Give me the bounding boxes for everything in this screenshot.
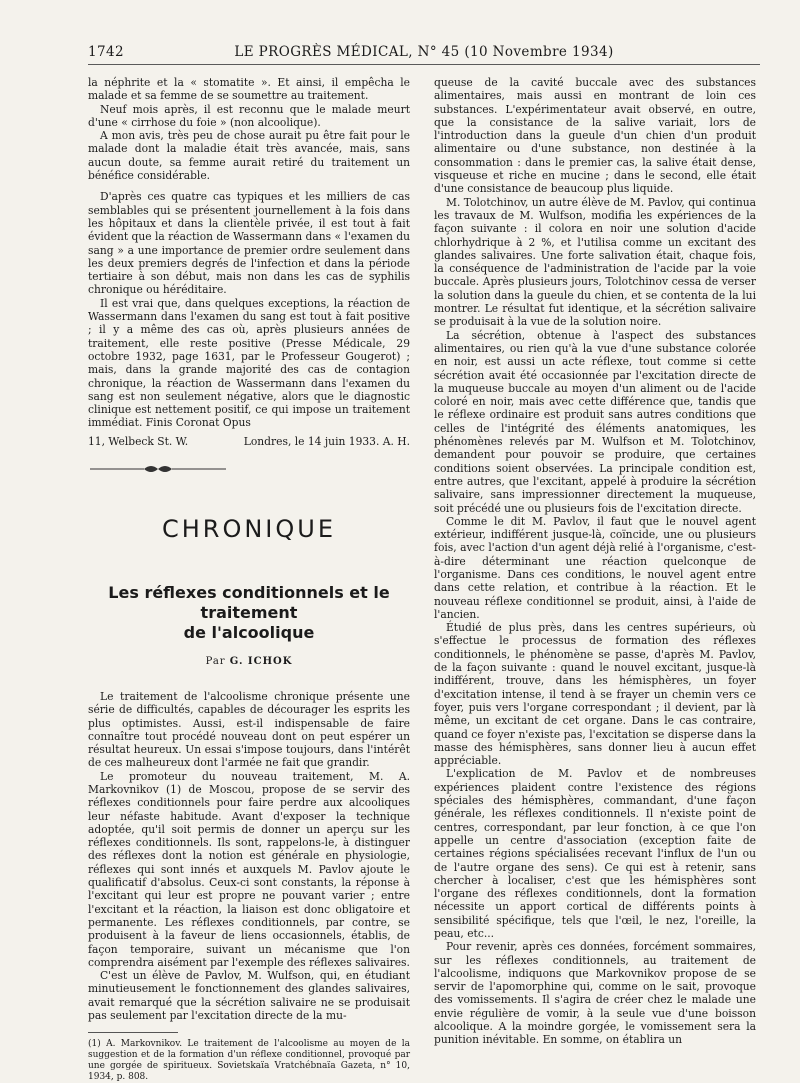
signature-address: 11, Welbeck St. W. [88, 434, 189, 448]
paragraph: queuse de la cavité buccale avec des substances alimentaires, mais aussi en montrant de loin ces substances. L'expérimentateur avait observé, en outre, que la consistance de la salive variait, lors de l'introduction dans la gueule d'un chien d'un produit alimentaire ou d'une substance, non destinée à la consommation : dans le premier cas, la salive était dense, visqueuse et riche en mucine ; dans le second, elle était d'une consistance de beaucoup plus liquide. [434, 76, 756, 196]
section-heading: CHRONIQUE [161, 515, 337, 544]
footnote-rule [88, 1032, 178, 1033]
article-title-line: Les réflexes conditionnels et le traitement [108, 582, 390, 622]
ornament-divider [88, 462, 228, 476]
signature-line [88, 435, 410, 448]
paragraph: C'est un élève de Pavlov, M. Wulfson, qui, en étudiant minutieusement le fonctionnement des glandes salivaires, avait remarqué que la sécrétion salivaire ne se produisait pas seulement par l'excitation directe de la mu- [88, 969, 410, 1023]
paragraph: Neuf mois après, il est reconnu que le malade meurt d'une « cirrhose du foie » (non alcoolique). [88, 102, 410, 129]
author-name: G. ICHOK [229, 655, 293, 667]
paragraph: Le promoteur du nouveau traitement, M. A. Markovnikov (1) de Moscou, propose de se servir des réflexes conditionnels pour faire perdre aux alcooliques leur néfaste habitude. Avant d'exposer la technique adoptée, qu'il soit permis de donner un aperçu sur les réflexes conditionnels. Ils sont, rappelons-le, à distinguer des réflexes dont la notion est générale en physiologie, réflexes qui sont innés et auxquels M. Pavlov ajoute le qualificatif d'absolus. Ceux-ci sont constants, la réponse à l'excitant qui leur est propre ne pouvant varier ; entre l'excitant et la réaction, la liaison est donc obligatoire et permanente. Les réflexes conditionnels, par contre, se produisent à la faveur de liens occasionnels, établis, de façon temporaire, suivant un mécanisme que l'on comprendra aisément par l'exemple des réflexes salivaires. [88, 769, 410, 969]
page-number: 1742 [88, 44, 124, 60]
article-title [88, 583, 410, 643]
header-rule [88, 64, 760, 65]
running-header [88, 44, 760, 64]
running-title: LE PROGRÈS MÉDICAL, N° 45 (10 Novembre 1934) [234, 44, 614, 60]
paragraph: Étudié de plus près, dans les centres supérieurs, où s'effectue le processus de formation des réflexes conditionnels, le phénomène se passe, d'après M. Pavlov, de la façon suivante : quand le nouvel excitant, jusque-là indifférent, trouve, dans les hémisphères, un foyer d'excitation intense, il tend à se frayer un chemin vers ce foyer, puis vers l'organe correspondant ; il devient, par là même, un excitant de cet organe. Dans le cas contraire, quand ce foyer n'existe pas, l'excitation se disperse dans la masse des hémisphères, sans donner lieu à aucun effet appréciable. [434, 621, 756, 768]
article-title-line: de l'alcoolique [183, 622, 315, 642]
byline [88, 655, 410, 668]
left-column [88, 76, 410, 1083]
paragraph: L'explication de M. Pavlov et de nombreuses expériences plaident contre l'existence des régions spéciales des hémisphères, commandant, d'une façon générale, les réflexes conditionnels. Il n'existe point de centres, correspondant, par leur fonction, à ce que l'on appelle un centre d'association (exception faite de certaines régions spécialisées recevant l'influx de l'un ou de l'autre organe des sens). Ce qui est à retenir, sans chercher à localiser, c'est que les hémisphères sont l'organe des réflexes conditionnels, dont la formation nécessite un apport cortical de différents points à sensibilité spécifique, tels que l'œil, le nez, l'oreille, la peau, etc... [434, 767, 756, 940]
paragraph: Le traitement de l'alcoolisme chronique présente une série de difficultés, capables de décourager les esprits les plus optimistes. Aussi, est-il indispensable de faire connaître tout procédé nouveau dont on peut espérer un résultat heureux. Un essai s'impose toujours, dans l'intérêt de ces malheureux dont l'armée ne fait que grandir. [88, 689, 410, 770]
signature-place-date: Londres, le 14 juin 1933. A. H. [243, 434, 410, 448]
footnote: (1) A. Markovnikov. Le traitement de l'alcoolisme au moyen de la suggestion et de la formation d'un réflexe conditionnel, provoqué par une gorgée de spiritueux. Sovietskaïa Vratchébnaïa Gazeta, n° 10, 1934, p. 808. [88, 1039, 410, 1083]
paragraph: Pour revenir, après ces données, forcément sommaires, sur les réflexes conditionnels, au traitement de l'alcoolisme, indiquons que Markovnikov propose de se servir de l'apomorphine qui, comme on le sait, provoque des vomissements. Il s'agira de créer chez le malade une envie régulière de vomir, à la seule vue d'une boisson alcoolique. A la moindre gorgée, le vomissement sera la punition inévitable. En somme, on établira un [434, 940, 756, 1047]
byline-prefix: Par [205, 655, 226, 667]
paragraph: la néphrite et la « stomatite ». Et ainsi, il empêcha le malade et sa femme de se soumettre au traitement. [88, 76, 410, 103]
paragraph: A mon avis, très peu de chose aurait pu être fait pour le malade dont la maladie était très avancée, mais, sans aucun doute, sa femme aurait retiré du traitement un bénéfice considérable. [88, 129, 410, 183]
paragraph: La sécrétion, obtenue à l'aspect des substances alimentaires, ou rien qu'à la vue d'une substance colorée en noir, est aussi un acte réflexe, tout comme si cette sécrétion avait été occasionnée par l'excitation directe de la muqueuse buccale au moyen d'un aliment ou de l'acide coloré en noir, mais avec cette différence que, tandis que le réflexe ordinaire est produit sans autres conditions que celles de l'intégrité des éléments anatomiques, les phénomènes relevés par M. Wulfson et M. Tolotchinov, demandent pour pouvoir se produire, que certaines conditions soient observées. La principale condition est, entre autres, que l'excitant, appelé à produire la sécrétion salivaire, sans impressionner directement la muqueuse, soit précédé une ou plusieurs fois de l'excitation directe. [434, 328, 756, 515]
right-column [434, 76, 756, 1047]
paragraph: M. Tolotchinov, un autre élève de M. Pavlov, qui continua les travaux de M. Wulfson, modifia les expériences de la façon suivante : il colora en noir une solution d'acide chlorhydrique à 2 %, et l'utilisa comme un excitant des glandes salivaires. Une forte salivation était, chaque fois, la conséquence de l'administration de l'acide par la voie buccale. Après plusieurs jours, Tolotchinov cessa de verser la solution dans la gueule du chien, et se contenta de la lui montrer. Le résultat fut identique, et la sécrétion salivaire se produisait à la vue de la solution noire. [434, 195, 756, 329]
paragraph: D'après ces quatre cas typiques et les milliers de cas semblables qui se présentent journellement à la fois dans les hôpitaux et dans la clientèle privée, il est tout à fait évident que la réaction de Wassermann dans « l'examen du sang » a une importance de premier ordre seulement dans les deux premiers degrés de l'infection et dans la période tertiaire à son début, mais non dans les cas de syphilis chronique ou héréditaire. [88, 190, 410, 297]
paragraph: Il est vrai que, dans quelques exceptions, la réaction de Wassermann dans l'examen du sang est tout à fait positive ; il y a même des cas où, après plusieurs années de traitement, elle reste positive (Presse Médicale, 29 octobre 1932, page 1631, par le Professeur Gougerot) ; mais, dans la grande majorité des cas de contagion chronique, la réaction de Wassermann dans l'examen du sang est non seulement négative, alors que le diagnostic clinique est nettement positif, ce qui impose un traitement immédiat. Finis Coronat Opus [88, 296, 410, 430]
paragraph: Comme le dit M. Pavlov, il faut que le nouvel agent extérieur, indifférent jusque-là, coïncide, une ou plusieurs fois, avec l'action d'un agent déjà relié à l'organisme, c'est-à-dire déterminant une réaction quelconque de l'organisme. Dans ces conditions, le nouvel agent entre dans cette relation, et contribue à la réaction. Et le nouveau réflexe conditionnel se produit, ainsi, à l'aide de l'ancien. [434, 514, 756, 621]
